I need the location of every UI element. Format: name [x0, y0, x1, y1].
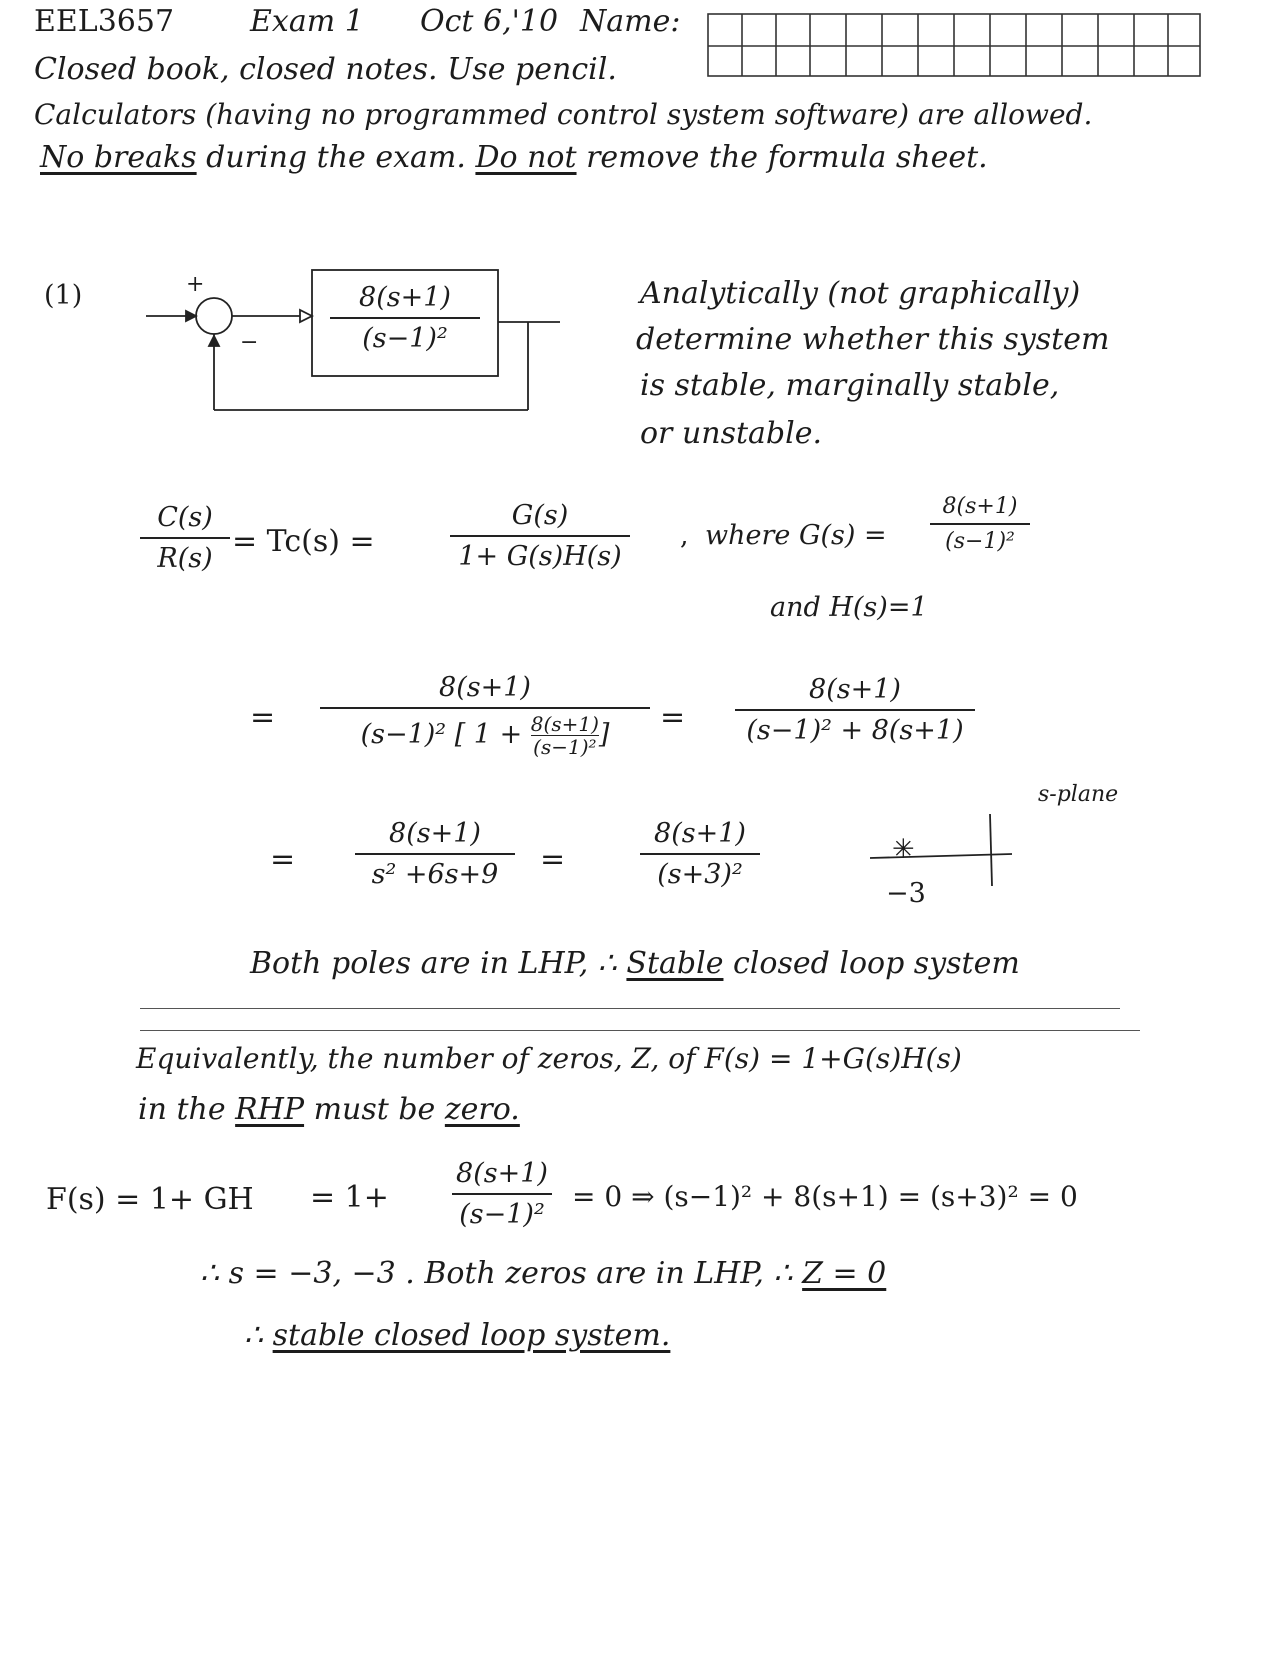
g-definition: 8(s+1) (s−1)² — [930, 494, 1030, 554]
do-not-text: Do not — [475, 140, 577, 175]
f-equals: = 1+ — [310, 1180, 389, 1215]
equivalent-line-2: in the RHP must be zero. — [138, 1092, 520, 1127]
h-definition: and H(s)=1 — [770, 592, 928, 623]
summing-plus: + — [186, 272, 205, 297]
instruction-line-1: Analytically (not graphically) — [640, 276, 1081, 311]
name-entry-box — [708, 14, 1200, 76]
characteristic-equation: = 0 ⇒ (s−1)² + 8(s+1) = (s+3)² = 0 — [572, 1180, 1078, 1213]
instructions-line-2: Closed book, closed notes. Use pencil. — [34, 52, 617, 87]
polynomial-expression: 8(s+1) s² +6s+9 — [355, 818, 515, 890]
roots-statement: ∴ s = −3, −3 . Both zeros are in LHP, ∴ Z = 0 — [200, 1256, 887, 1291]
equals-sign: = — [250, 700, 276, 735]
summing-minus: − — [240, 330, 259, 355]
closed-loop-ratio: C(s) R(s) — [140, 502, 230, 574]
equals-sign: = — [660, 700, 686, 735]
double-pole-mark: ✳ — [892, 834, 915, 865]
exam-date: Oct 6,'10 — [420, 4, 559, 39]
closed-loop-formula: G(s) 1+ G(s)H(s) — [450, 500, 630, 572]
comma: , — [680, 520, 689, 551]
instruction-line-3: is stable, marginally stable, — [640, 368, 1060, 403]
substituted-expression: 8(s+1) (s−1)² [ 1 + $\frac{8(s+1)}{\text{(s−1)²}}$ ] — [320, 672, 650, 758]
exam-title: Exam 1 — [250, 4, 364, 39]
equals-sign: = — [270, 842, 296, 877]
f-definition: F(s) = 1+ GH — [46, 1182, 254, 1217]
s-plane-axes — [870, 814, 1012, 886]
instruction-line-2: determine whether this system — [636, 322, 1110, 357]
no-breaks-text: No breaks — [40, 140, 197, 175]
plant-block-transfer-function: 8(s+1) (s−1)² — [330, 282, 480, 354]
where-g: where G(s) = — [705, 520, 887, 551]
pole-location-label: −3 — [886, 878, 926, 909]
stability-conclusion: Both poles are in LHP, ∴ Stable closed loop system — [250, 946, 1020, 981]
course-code: EEL3657 — [34, 4, 175, 39]
factored-expression: 8(s+1) (s+3)² — [640, 818, 760, 890]
s-plane-label: s-plane — [1038, 782, 1119, 807]
expanded-expression: 8(s+1) (s−1)² + 8(s+1) — [735, 674, 975, 746]
block-diagram — [146, 270, 560, 410]
equivalent-line-1: Equivalently, the number of zeros, Z, of F(s) = 1+G(s)H(s) — [136, 1042, 962, 1075]
instructions-line-4: No breaks during the exam. Do not remove the formula sheet. — [40, 140, 988, 175]
problem-number: (1) — [44, 280, 83, 311]
instructions-line-3: Calculators (having no programmed control system software) are allowed. — [34, 98, 1093, 131]
instruction-line-4: or unstable. — [640, 416, 823, 451]
equals-sign: = — [540, 842, 566, 877]
tc-equals: = Tc(s) = — [232, 524, 375, 559]
final-conclusion: ∴ stable closed loop system. — [244, 1318, 671, 1353]
f-fraction: 8(s+1) (s−1)² — [452, 1158, 552, 1230]
name-label: Name: — [580, 4, 681, 39]
